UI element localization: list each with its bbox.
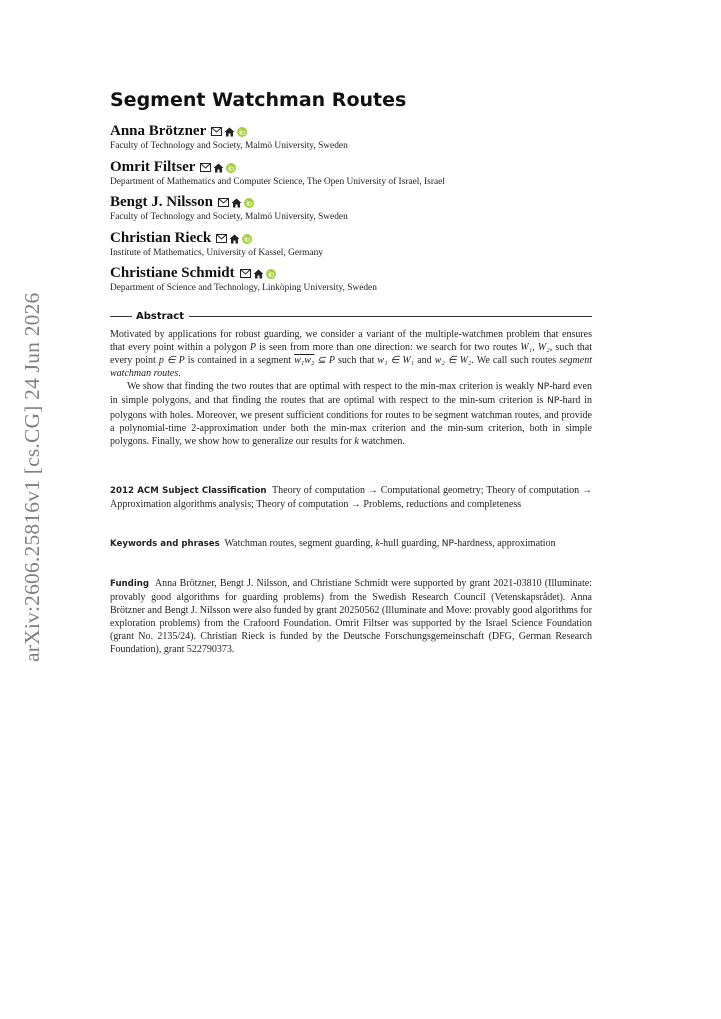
author-affiliation: Department of Mathematics and Computer Science, The Open University of Israel, Israel — [110, 177, 445, 187]
abstract-body — [110, 328, 592, 448]
keywords-label: Keywords and phrases — [110, 539, 220, 549]
abstract-paragraph-1: Motivated by applications for robust guarding, we consider a variant of the multiple-watchmen problem that ensures that every point within a polygon P is seen from more than one direction: we search for two routes W₁, W₂, such that every point p ∈ P is contained in a segment w₁w₂ ⊆ P such that w₁ ∈ W₁ and w₂ ∈ W₂. We call such routes segment watchman routes. — [110, 329, 592, 380]
envelope-icon[interactable] — [218, 198, 229, 207]
author-icons — [200, 163, 236, 173]
author-icons — [216, 234, 252, 244]
author-name: Anna Brötzner — [110, 123, 207, 139]
funding — [110, 577, 592, 657]
author-affiliation: Institute of Mathematics, University of Kassel, Germany — [110, 248, 323, 258]
acm-text: Theory of computation → Computational geometry; Theory of computation → Approximation algorithms analysis; Theory of computation → Problems, reductions and completeness — [110, 485, 592, 511]
acm-label: 2012 ACM Subject Classification — [110, 486, 267, 496]
envelope-icon[interactable] — [211, 127, 222, 136]
orcid-icon[interactable] — [237, 127, 247, 137]
author-block — [110, 159, 610, 187]
author-affiliation: Faculty of Technology and Society, Malmö University, Sweden — [110, 141, 348, 151]
home-icon[interactable] — [224, 127, 235, 137]
envelope-icon[interactable] — [200, 163, 211, 172]
abstract-rule-left — [110, 316, 132, 317]
abstract-label: Abstract — [136, 311, 185, 322]
home-icon[interactable] — [231, 198, 242, 208]
home-icon[interactable] — [213, 163, 224, 173]
orcid-icon[interactable] — [266, 269, 276, 279]
author-name: Bengt J. Nilsson — [110, 194, 213, 210]
author-name: Christian Rieck — [110, 230, 212, 246]
author-affiliation: Department of Science and Technology, Linköping University, Sweden — [110, 283, 377, 293]
orcid-icon[interactable] — [242, 234, 252, 244]
author-icons — [218, 198, 254, 208]
envelope-icon[interactable] — [240, 269, 251, 278]
abstract-heading — [110, 311, 592, 322]
envelope-icon[interactable] — [216, 234, 227, 243]
paper-title: Segment Watchman Routes — [110, 89, 407, 111]
keywords: Keywords and phrases Watchman routes, segment guarding, k-hull guarding, NP-hardness, approximation — [110, 538, 556, 549]
author-block — [110, 194, 610, 222]
author-icons — [240, 269, 276, 279]
funding-label: Funding — [110, 579, 150, 589]
author-block — [110, 230, 610, 258]
author-block — [110, 265, 610, 293]
author-name: Omrit Filtser — [110, 159, 196, 175]
home-icon[interactable] — [253, 269, 264, 279]
author-block — [110, 123, 610, 151]
author-name: Christiane Schmidt — [110, 265, 235, 281]
acm-classification — [110, 484, 592, 511]
author-affiliation: Faculty of Technology and Society, Malmö University, Sweden — [110, 212, 348, 222]
funding-text: Anna Brötzner, Bengt J. Nilsson, and Christiane Schmidt were supported by grant 2021-03810 (Illuminate: provably good algorithms for guarding problems) from the Swedish Research Council (Vetenskapsrådet). Anna Brötzner and Bengt J. Nilsson were also funded by grant 20250562 (Illuminate and Move: provably good algorithms for exploration problems) from the Crafoord Foundation. Omrit Filtser was supported by the Israel Science Foundation (grant No. 2135/24). Christian Rieck is funded by the Deutsche Forschungsgemeinschaft (DFG, German Research Foundation), grant 522790373. — [110, 578, 592, 656]
abstract-paragraph-2: We show that finding the two routes that are optimal with respect to the min-max criterion is weakly NP-hard even in simple polygons, and that finding the routes that are optimal with respect to the min-sum criterion is NP-hard in polygons with holes. Moreover, we present sufficient conditions for routes to be segment watchman routes, and provide a polynomial-time 2-approximation under both the min-max criterion and the min-sum criterion, both in simple polygons. Finally, we show how to generalize our results for k watchmen. — [110, 381, 593, 447]
orcid-icon[interactable] — [226, 163, 236, 173]
home-icon[interactable] — [229, 234, 240, 244]
arxiv-identifier: arXiv:2606.25816v1 [cs.CG] 24 Jun 2026 — [20, 292, 44, 662]
orcid-icon[interactable] — [244, 198, 254, 208]
abstract-rule-right — [189, 316, 592, 317]
author-icons — [211, 127, 247, 137]
